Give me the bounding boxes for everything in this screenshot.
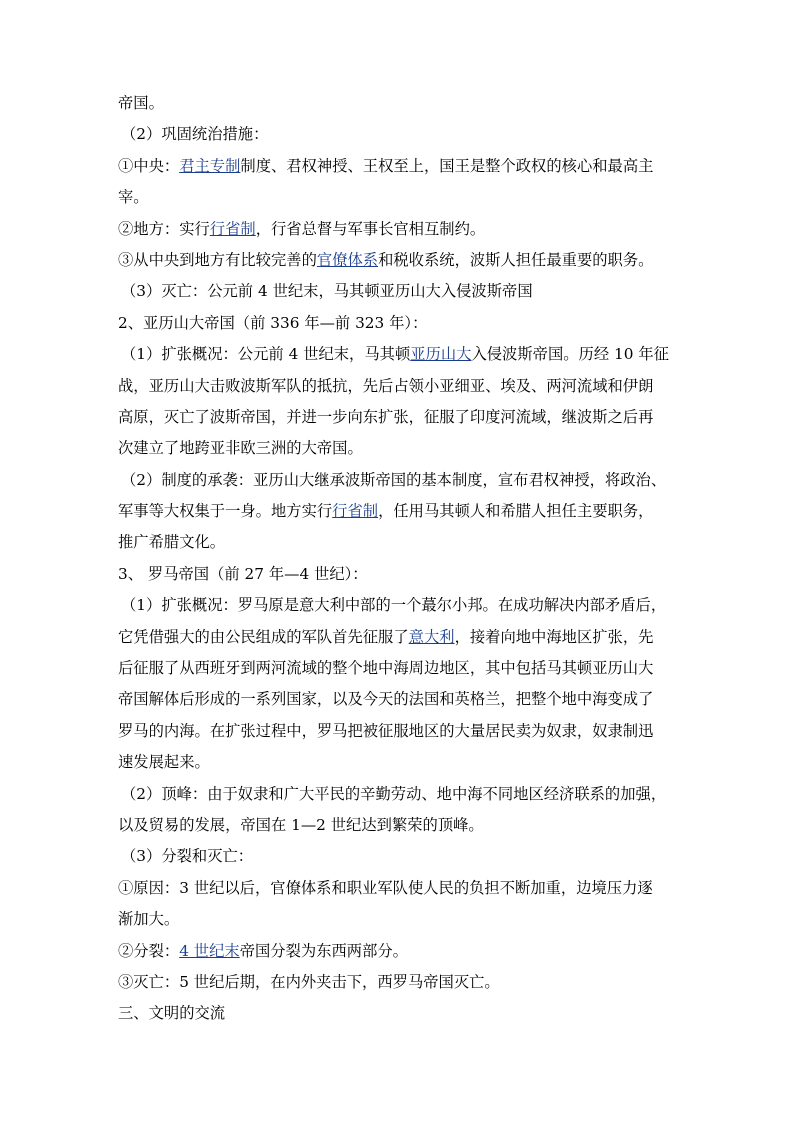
- text-line: [118, 465, 680, 496]
- text-run: （2）制度的承袭：亚历山大继承波斯帝国的基本制度，宣布君权神授，将政治、: [121, 470, 667, 489]
- text-run: 速发展起来。: [118, 753, 210, 772]
- text-run: 后征服了从西班牙到两河流域的整个地中海周边地区，其中包括马其顿亚历山大: [118, 659, 654, 678]
- text-run: （3）灭亡：公元前 4 世纪末，马其顿亚历山大入侵波斯帝国: [121, 282, 533, 301]
- text-line: [118, 496, 680, 527]
- document-page: [118, 88, 680, 1030]
- text-line: [118, 119, 680, 150]
- text-line: [118, 276, 680, 307]
- text-run: （3）分裂和灭亡：: [121, 847, 254, 866]
- text-line: [118, 88, 680, 119]
- text-run: 军事等大权集于一身。地方实行: [118, 502, 333, 521]
- text-line: [118, 904, 680, 935]
- text-run: 帝国。: [118, 94, 164, 112]
- term-link[interactable]: 意大利: [408, 627, 455, 646]
- text-run: ②分裂：: [118, 941, 180, 960]
- text-run: 三、文明的交流: [118, 1004, 226, 1023]
- text-run: 帝国分裂为东西两部分。: [239, 941, 408, 960]
- term-link[interactable]: 官僚体系: [316, 250, 379, 269]
- text-line: [118, 998, 680, 1029]
- text-run: ③从中央到地方有比较完善的: [118, 250, 317, 269]
- text-line: [118, 433, 680, 464]
- text-run: （2）巩固统治措施：: [121, 125, 269, 144]
- text-run: （1）扩张概况：公元前 4 世纪末，马其顿: [121, 345, 411, 364]
- text-line: [118, 747, 680, 778]
- text-run: 次建立了地跨亚非欧三洲的大帝国。: [118, 439, 363, 458]
- text-run: 罗马的内海。在扩张过程中，罗马把被征服地区的大量居民卖为奴隶，奴隶制迅: [118, 721, 654, 740]
- text-line: [118, 214, 680, 245]
- text-run: 制度、君权神授、王权至上，国王是整个政权的核心和最高主: [240, 156, 654, 175]
- text-run: 它凭借强大的由公民组成的军队首先征服了: [118, 627, 409, 646]
- term-link[interactable]: 行省制: [332, 502, 379, 521]
- text-run: ③灭亡：5 世纪后期，在内外夹击下，西罗马帝国灭亡。: [118, 972, 500, 991]
- term-link[interactable]: 君主专制: [179, 156, 241, 175]
- text-run: ，接着向地中海地区扩张，先: [454, 627, 654, 646]
- text-run: 推广希腊文化。: [118, 533, 226, 552]
- text-run: ①中央：: [118, 156, 180, 175]
- text-run: 3、 罗马帝国（前 27 年—4 世纪）：: [118, 564, 368, 583]
- text-line: [118, 402, 680, 433]
- text-run: 渐加大。: [118, 910, 180, 929]
- text-line: [118, 527, 680, 558]
- text-line: [118, 308, 680, 339]
- text-line: [118, 590, 680, 621]
- text-run: 2、亚历山大帝国（前 336 年—前 323 年）：: [118, 313, 428, 332]
- text-line: [118, 936, 680, 967]
- text-line: [118, 622, 680, 653]
- text-line: [118, 245, 680, 276]
- text-run: ，任用马其顿人和希腊人担任主要职务，: [378, 502, 654, 521]
- term-link[interactable]: 亚历山大: [410, 345, 472, 364]
- term-link[interactable]: 4 世纪末: [179, 941, 240, 960]
- text-line: [118, 653, 680, 684]
- text-run: 和税收系统，波斯人担任最重要的职务。: [378, 250, 654, 269]
- text-run: ①原因：3 世纪以后，官僚体系和职业军队使人民的负担不断加重，边境压力逐: [118, 878, 653, 897]
- text-run: 战，亚历山大击败波斯军队的抵抗，先后占领小亚细亚、埃及、两河流域和伊朗: [118, 376, 654, 395]
- text-run: ，行省总督与军事长官相互制约。: [255, 219, 486, 238]
- text-line: [118, 371, 680, 402]
- text-run: 帝国解体后形成的一系列国家，以及今天的法国和英格兰，把整个地中海变成了: [118, 690, 654, 709]
- text-line: [118, 779, 680, 810]
- text-run: 以及贸易的发展，帝国在 1—2 世纪达到繁荣的顶峰。: [118, 815, 484, 834]
- text-line: [118, 810, 680, 841]
- text-line: [118, 684, 680, 715]
- text-line: [118, 873, 680, 904]
- text-line: [118, 559, 680, 590]
- text-run: 入侵波斯帝国。历经 10 年征: [471, 345, 669, 364]
- text-line: [118, 716, 680, 747]
- text-line: [118, 339, 680, 370]
- text-run: 宰。: [118, 188, 149, 207]
- text-run: （1）扩张概况：罗马原是意大利中部的一个蕞尔小邦。在成功解决内部矛盾后，: [121, 596, 667, 615]
- text-run: 高原，灭亡了波斯帝国，并进一步向东扩张，征服了印度河流域，继波斯之后再: [118, 407, 654, 426]
- text-run: ②地方：实行: [118, 219, 210, 238]
- term-link[interactable]: 行省制: [209, 219, 256, 238]
- text-run: （2）顶峰：由于奴隶和广大平民的辛勤劳动、地中海不同地区经济联系的加强，: [121, 784, 667, 803]
- text-line: [118, 841, 680, 872]
- text-line: [118, 151, 680, 182]
- text-line: [118, 182, 680, 213]
- text-line: [118, 967, 680, 998]
